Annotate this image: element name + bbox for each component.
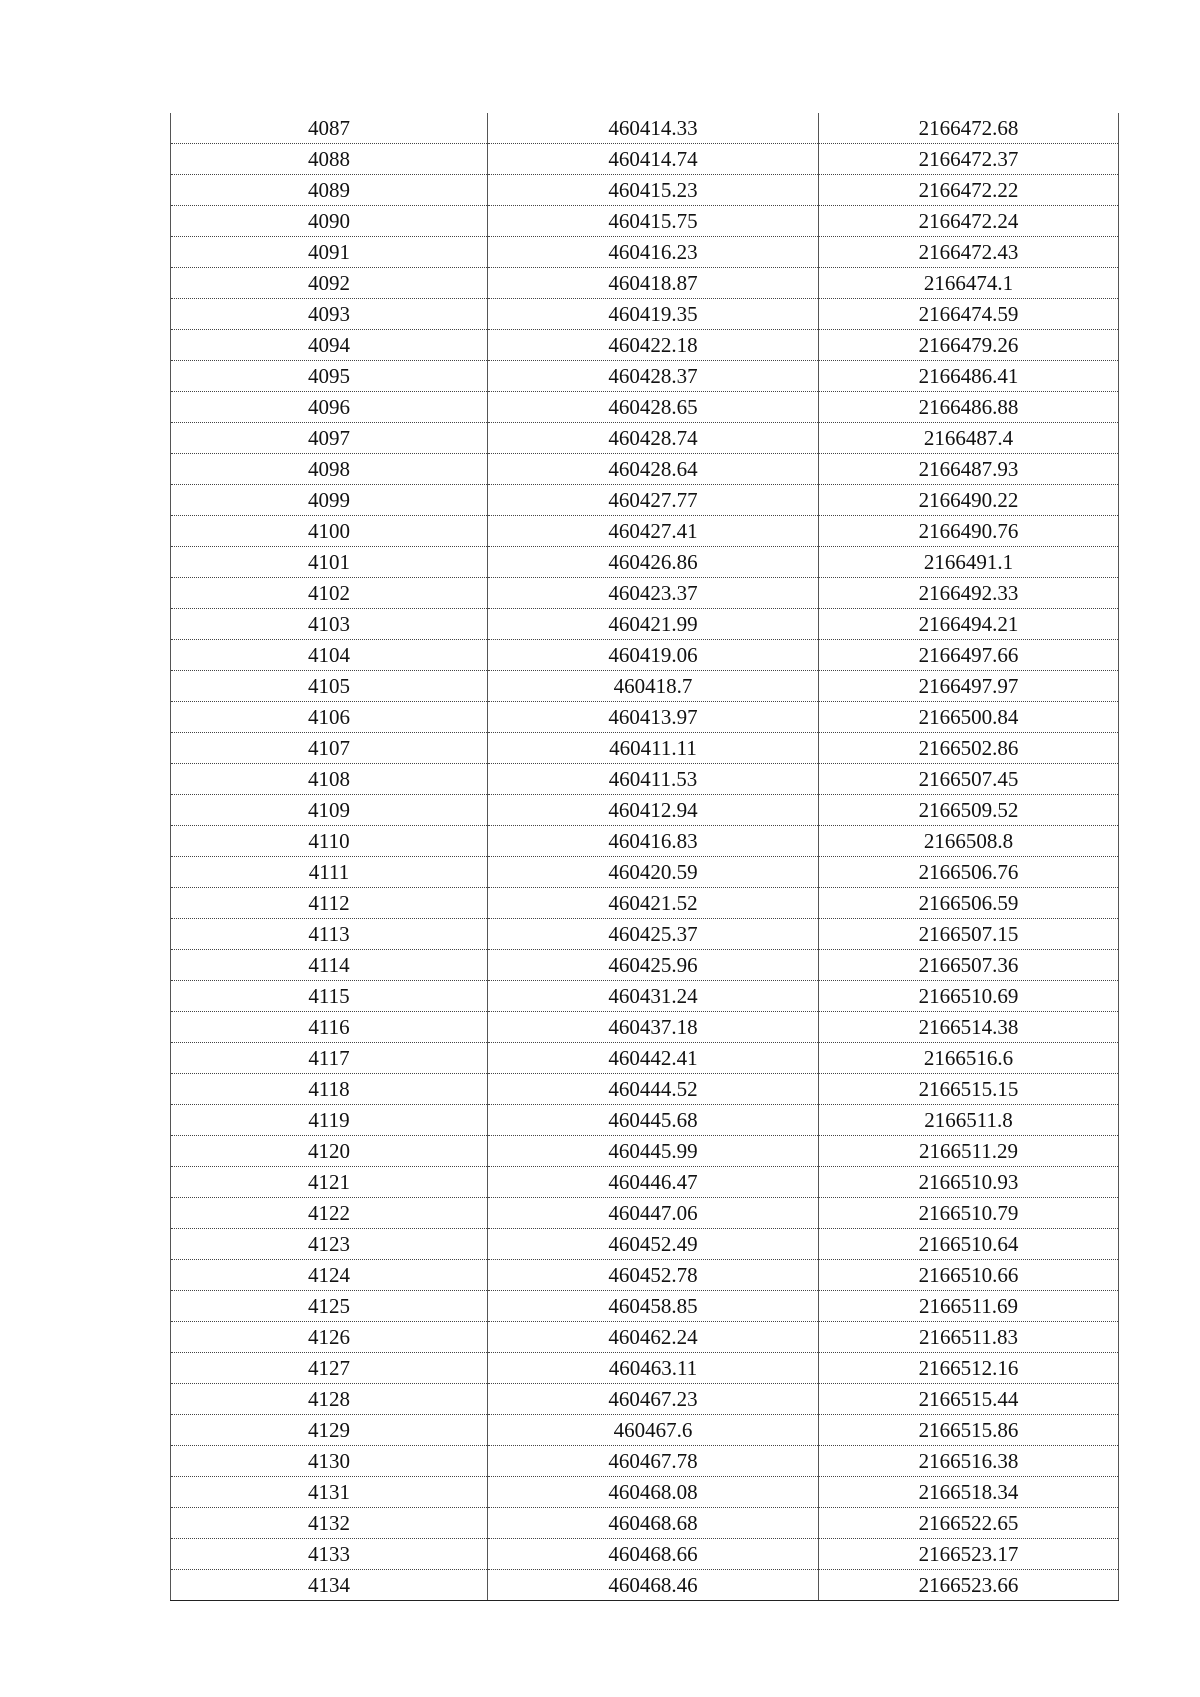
point-number-cell: 4122 (171, 1198, 488, 1229)
point-number-cell: 4112 (171, 888, 488, 919)
point-number-cell: 4132 (171, 1508, 488, 1539)
y-coordinate-cell: 2166506.76 (819, 857, 1119, 888)
y-coordinate-cell: 2166512.16 (819, 1353, 1119, 1384)
x-coordinate-cell: 460428.65 (488, 392, 819, 423)
x-coordinate-cell: 460447.06 (488, 1198, 819, 1229)
y-coordinate-cell: 2166490.22 (819, 485, 1119, 516)
point-number-cell: 4126 (171, 1322, 488, 1353)
point-number-cell: 4130 (171, 1446, 488, 1477)
x-coordinate-cell: 460437.18 (488, 1012, 819, 1043)
table-row (171, 795, 1119, 826)
point-number-cell: 4117 (171, 1043, 488, 1074)
table-row (171, 671, 1119, 702)
x-coordinate-cell: 460452.49 (488, 1229, 819, 1260)
table-row (171, 299, 1119, 330)
point-number-cell: 4118 (171, 1074, 488, 1105)
table-row (171, 547, 1119, 578)
point-number-cell: 4111 (171, 857, 488, 888)
point-number-cell: 4105 (171, 671, 488, 702)
point-number-cell: 4134 (171, 1570, 488, 1601)
y-coordinate-cell: 2166516.38 (819, 1446, 1119, 1477)
x-coordinate-cell: 460422.18 (488, 330, 819, 361)
table-row (171, 1167, 1119, 1198)
point-number-cell: 4116 (171, 1012, 488, 1043)
x-coordinate-cell: 460467.78 (488, 1446, 819, 1477)
y-coordinate-cell: 2166474.1 (819, 268, 1119, 299)
y-coordinate-cell: 2166494.21 (819, 609, 1119, 640)
x-coordinate-cell: 460413.97 (488, 702, 819, 733)
point-number-cell: 4102 (171, 578, 488, 609)
x-coordinate-cell: 460411.53 (488, 764, 819, 795)
point-number-cell: 4125 (171, 1291, 488, 1322)
coordinate-table (170, 113, 1119, 1601)
x-coordinate-cell: 460463.11 (488, 1353, 819, 1384)
table-row (171, 1446, 1119, 1477)
x-coordinate-cell: 460468.68 (488, 1508, 819, 1539)
y-coordinate-cell: 2166522.65 (819, 1508, 1119, 1539)
y-coordinate-cell: 2166479.26 (819, 330, 1119, 361)
table-row (171, 206, 1119, 237)
y-coordinate-cell: 2166500.84 (819, 702, 1119, 733)
y-coordinate-cell: 2166516.6 (819, 1043, 1119, 1074)
table-row (171, 1291, 1119, 1322)
x-coordinate-cell: 460428.74 (488, 423, 819, 454)
x-coordinate-cell: 460444.52 (488, 1074, 819, 1105)
point-number-cell: 4098 (171, 454, 488, 485)
point-number-cell: 4127 (171, 1353, 488, 1384)
x-coordinate-cell: 460468.46 (488, 1570, 819, 1601)
point-number-cell: 4087 (171, 113, 488, 144)
table-row (171, 1198, 1119, 1229)
y-coordinate-cell: 2166490.76 (819, 516, 1119, 547)
y-coordinate-cell: 2166472.37 (819, 144, 1119, 175)
table-row (171, 268, 1119, 299)
y-coordinate-cell: 2166510.93 (819, 1167, 1119, 1198)
point-number-cell: 4096 (171, 392, 488, 423)
point-number-cell: 4088 (171, 144, 488, 175)
x-coordinate-cell: 460445.99 (488, 1136, 819, 1167)
x-coordinate-cell: 460421.99 (488, 609, 819, 640)
table-row (171, 919, 1119, 950)
x-coordinate-cell: 460468.66 (488, 1539, 819, 1570)
x-coordinate-cell: 460415.23 (488, 175, 819, 206)
table-row (171, 764, 1119, 795)
y-coordinate-cell: 2166510.69 (819, 981, 1119, 1012)
x-coordinate-cell: 460415.75 (488, 206, 819, 237)
x-coordinate-cell: 460462.24 (488, 1322, 819, 1353)
x-coordinate-cell: 460420.59 (488, 857, 819, 888)
y-coordinate-cell: 2166510.79 (819, 1198, 1119, 1229)
point-number-cell: 4131 (171, 1477, 488, 1508)
table-row (171, 1384, 1119, 1415)
point-number-cell: 4093 (171, 299, 488, 330)
table-row (171, 1229, 1119, 1260)
point-number-cell: 4119 (171, 1105, 488, 1136)
table-row (171, 1322, 1119, 1353)
table-row (171, 175, 1119, 206)
table-row (171, 578, 1119, 609)
y-coordinate-cell: 2166491.1 (819, 547, 1119, 578)
y-coordinate-cell: 2166472.43 (819, 237, 1119, 268)
table-row (171, 702, 1119, 733)
x-coordinate-cell: 460421.52 (488, 888, 819, 919)
point-number-cell: 4121 (171, 1167, 488, 1198)
table-row (171, 1415, 1119, 1446)
point-number-cell: 4106 (171, 702, 488, 733)
point-number-cell: 4114 (171, 950, 488, 981)
table-row (171, 950, 1119, 981)
y-coordinate-cell: 2166492.33 (819, 578, 1119, 609)
y-coordinate-cell: 2166487.4 (819, 423, 1119, 454)
table-row (171, 1043, 1119, 1074)
table-row (171, 1353, 1119, 1384)
y-coordinate-cell: 2166487.93 (819, 454, 1119, 485)
coordinate-table-body (171, 113, 1119, 1601)
point-number-cell: 4089 (171, 175, 488, 206)
y-coordinate-cell: 2166509.52 (819, 795, 1119, 826)
point-number-cell: 4113 (171, 919, 488, 950)
x-coordinate-cell: 460425.37 (488, 919, 819, 950)
table-row (171, 1074, 1119, 1105)
y-coordinate-cell: 2166511.83 (819, 1322, 1119, 1353)
point-number-cell: 4124 (171, 1260, 488, 1291)
x-coordinate-cell: 460411.11 (488, 733, 819, 764)
x-coordinate-cell: 460468.08 (488, 1477, 819, 1508)
point-number-cell: 4108 (171, 764, 488, 795)
x-coordinate-cell: 460412.94 (488, 795, 819, 826)
x-coordinate-cell: 460423.37 (488, 578, 819, 609)
table-row (171, 733, 1119, 764)
point-number-cell: 4100 (171, 516, 488, 547)
x-coordinate-cell: 460425.96 (488, 950, 819, 981)
table-row (171, 640, 1119, 671)
point-number-cell: 4104 (171, 640, 488, 671)
y-coordinate-cell: 2166472.24 (819, 206, 1119, 237)
x-coordinate-cell: 460442.41 (488, 1043, 819, 1074)
point-number-cell: 4129 (171, 1415, 488, 1446)
x-coordinate-cell: 460419.06 (488, 640, 819, 671)
table-row (171, 1539, 1119, 1570)
point-number-cell: 4115 (171, 981, 488, 1012)
table-row (171, 609, 1119, 640)
x-coordinate-cell: 460446.47 (488, 1167, 819, 1198)
table-row (171, 454, 1119, 485)
y-coordinate-cell: 2166507.15 (819, 919, 1119, 950)
x-coordinate-cell: 460452.78 (488, 1260, 819, 1291)
y-coordinate-cell: 2166523.17 (819, 1539, 1119, 1570)
table-row (171, 113, 1119, 144)
y-coordinate-cell: 2166486.88 (819, 392, 1119, 423)
table-row (171, 1105, 1119, 1136)
point-number-cell: 4133 (171, 1539, 488, 1570)
x-coordinate-cell: 460431.24 (488, 981, 819, 1012)
y-coordinate-cell: 2166508.8 (819, 826, 1119, 857)
table-row (171, 237, 1119, 268)
point-number-cell: 4110 (171, 826, 488, 857)
table-row (171, 1260, 1119, 1291)
table-row (171, 485, 1119, 516)
y-coordinate-cell: 2166497.66 (819, 640, 1119, 671)
table-row (171, 392, 1119, 423)
y-coordinate-cell: 2166497.97 (819, 671, 1119, 702)
y-coordinate-cell: 2166523.66 (819, 1570, 1119, 1601)
x-coordinate-cell: 460414.74 (488, 144, 819, 175)
y-coordinate-cell: 2166472.68 (819, 113, 1119, 144)
y-coordinate-cell: 2166514.38 (819, 1012, 1119, 1043)
y-coordinate-cell: 2166472.22 (819, 175, 1119, 206)
y-coordinate-cell: 2166511.29 (819, 1136, 1119, 1167)
x-coordinate-cell: 460414.33 (488, 113, 819, 144)
x-coordinate-cell: 460428.37 (488, 361, 819, 392)
x-coordinate-cell: 460426.86 (488, 547, 819, 578)
point-number-cell: 4128 (171, 1384, 488, 1415)
x-coordinate-cell: 460445.68 (488, 1105, 819, 1136)
x-coordinate-cell: 460418.87 (488, 268, 819, 299)
y-coordinate-cell: 2166515.44 (819, 1384, 1119, 1415)
y-coordinate-cell: 2166515.15 (819, 1074, 1119, 1105)
y-coordinate-cell: 2166511.69 (819, 1291, 1119, 1322)
point-number-cell: 4123 (171, 1229, 488, 1260)
point-number-cell: 4094 (171, 330, 488, 361)
table-row (171, 826, 1119, 857)
y-coordinate-cell: 2166502.86 (819, 733, 1119, 764)
point-number-cell: 4092 (171, 268, 488, 299)
y-coordinate-cell: 2166510.64 (819, 1229, 1119, 1260)
table-row (171, 516, 1119, 547)
y-coordinate-cell: 2166515.86 (819, 1415, 1119, 1446)
table-row (171, 1570, 1119, 1601)
x-coordinate-cell: 460416.83 (488, 826, 819, 857)
y-coordinate-cell: 2166507.36 (819, 950, 1119, 981)
y-coordinate-cell: 2166511.8 (819, 1105, 1119, 1136)
x-coordinate-cell: 460419.35 (488, 299, 819, 330)
table-row (171, 1508, 1119, 1539)
x-coordinate-cell: 460428.64 (488, 454, 819, 485)
x-coordinate-cell: 460427.77 (488, 485, 819, 516)
y-coordinate-cell: 2166518.34 (819, 1477, 1119, 1508)
point-number-cell: 4109 (171, 795, 488, 826)
table-row (171, 1012, 1119, 1043)
x-coordinate-cell: 460418.7 (488, 671, 819, 702)
y-coordinate-cell: 2166486.41 (819, 361, 1119, 392)
y-coordinate-cell: 2166510.66 (819, 1260, 1119, 1291)
table-row (171, 857, 1119, 888)
point-number-cell: 4120 (171, 1136, 488, 1167)
point-number-cell: 4097 (171, 423, 488, 454)
table-row (171, 1477, 1119, 1508)
x-coordinate-cell: 460458.85 (488, 1291, 819, 1322)
point-number-cell: 4099 (171, 485, 488, 516)
table-row (171, 888, 1119, 919)
x-coordinate-cell: 460467.6 (488, 1415, 819, 1446)
x-coordinate-cell: 460467.23 (488, 1384, 819, 1415)
point-number-cell: 4091 (171, 237, 488, 268)
y-coordinate-cell: 2166474.59 (819, 299, 1119, 330)
table-row (171, 361, 1119, 392)
point-number-cell: 4095 (171, 361, 488, 392)
point-number-cell: 4101 (171, 547, 488, 578)
x-coordinate-cell: 460427.41 (488, 516, 819, 547)
y-coordinate-cell: 2166506.59 (819, 888, 1119, 919)
point-number-cell: 4103 (171, 609, 488, 640)
point-number-cell: 4090 (171, 206, 488, 237)
table-row (171, 330, 1119, 361)
y-coordinate-cell: 2166507.45 (819, 764, 1119, 795)
table-row (171, 423, 1119, 454)
x-coordinate-cell: 460416.23 (488, 237, 819, 268)
table-row (171, 981, 1119, 1012)
table-row (171, 144, 1119, 175)
table-row (171, 1136, 1119, 1167)
point-number-cell: 4107 (171, 733, 488, 764)
